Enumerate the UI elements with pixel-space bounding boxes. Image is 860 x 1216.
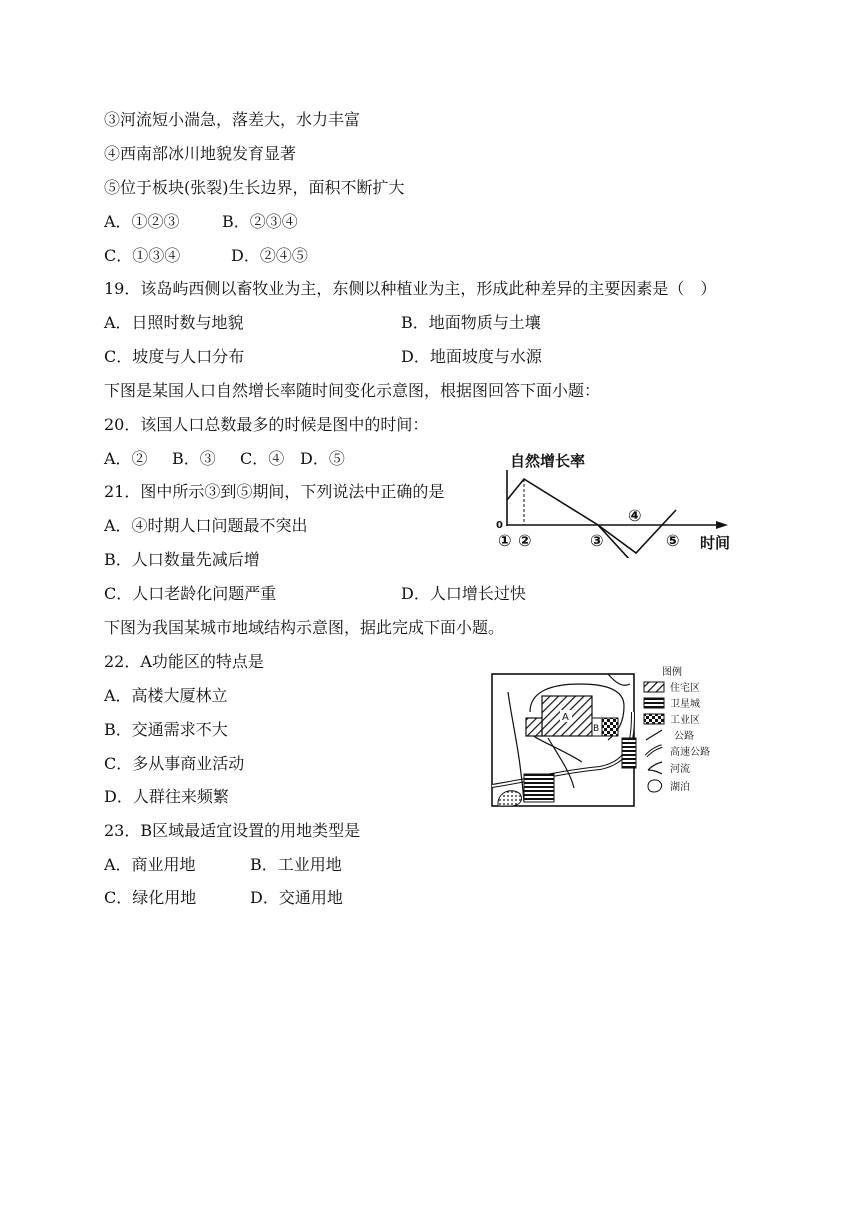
- q18-option-b[interactable]: B．②③④: [222, 212, 298, 231]
- legend-highway: 高速公路: [670, 747, 710, 758]
- q20-option-d[interactable]: D．⑤: [300, 449, 345, 468]
- q21-option-d[interactable]: D．人口增长过快: [401, 584, 526, 603]
- q22-stem: 22．A功能区的特点是: [104, 652, 264, 671]
- legend-road: 公路: [674, 731, 694, 742]
- graph-origin: 0: [496, 520, 503, 531]
- graph-ylabel: 自然增长率: [510, 452, 586, 470]
- legend-swatch-river: [648, 762, 662, 774]
- city-structure-map: [490, 662, 730, 810]
- q18-option-a[interactable]: A．①②③: [104, 212, 180, 231]
- statement-5: ⑤位于板块(张裂)生长边界，面积不断扩大: [104, 178, 405, 197]
- statement-3: ③河流短小湍急，落差大，水力丰富: [104, 110, 361, 129]
- mark-1: ①: [498, 531, 512, 550]
- legend-industrial: 工业区: [670, 715, 700, 726]
- q21-stem: 21．图中所示③到⑤期间，下列说法中正确的是: [104, 482, 445, 501]
- legend-residential: 住宅区: [670, 683, 700, 694]
- q22-option-d[interactable]: D．人群往来频繁: [104, 787, 229, 806]
- legend-swatch-industrial: [644, 714, 664, 724]
- x-axis-arrow: [716, 521, 728, 529]
- q18-option-c[interactable]: C．①③④: [104, 246, 181, 265]
- area-a-label: A: [562, 712, 569, 723]
- area-b-label: B: [593, 724, 600, 734]
- q19-stem: 19．该岛屿西侧以畜牧业为主，东侧以种植业为主，形成此种差异的主要因素是（ ）: [104, 279, 717, 298]
- satellite-town-south: [524, 774, 554, 802]
- q23-option-b[interactable]: B．工业用地: [250, 855, 342, 874]
- q20-stem: 20．该国人口总数最多的时候是图中的时间：: [104, 415, 429, 434]
- q23-option-a[interactable]: A．商业用地: [104, 855, 196, 874]
- map-frame: [492, 674, 634, 806]
- q21-option-a[interactable]: A．④时期人口问题最不突出: [104, 516, 308, 535]
- legend-swatch-road: [646, 730, 662, 740]
- legend-swatch-lake: [648, 780, 662, 792]
- population-growth-graph: [494, 446, 740, 558]
- mark-2: ②: [518, 531, 532, 550]
- industrial-area: [602, 718, 618, 736]
- q19-option-a[interactable]: A．日照时数与地貌: [104, 313, 244, 332]
- q19-option-d[interactable]: D．地面坡度与水源: [401, 347, 542, 366]
- legend-lake: 湖泊: [670, 782, 690, 793]
- q20-option-a[interactable]: A．②: [104, 449, 148, 468]
- q22-option-a[interactable]: A．高楼大厦林立: [104, 686, 228, 705]
- q23-option-d[interactable]: D．交通用地: [250, 888, 343, 907]
- q20-option-c[interactable]: C．④: [240, 449, 285, 468]
- q19-option-b[interactable]: B．地面物质与土壤: [401, 313, 541, 332]
- legend-river: 河流: [670, 764, 690, 775]
- q22-option-c[interactable]: C．多从事商业活动: [104, 754, 245, 773]
- residential-left: [526, 718, 542, 736]
- mark-5: ⑤: [666, 531, 680, 550]
- satellite-town-east: [622, 738, 636, 768]
- q20-option-b[interactable]: B．③: [172, 449, 216, 468]
- q22-option-b[interactable]: B．交通需求不大: [104, 720, 228, 739]
- legend-swatch-satellite: [644, 698, 664, 708]
- legend-swatch-residential: [644, 682, 664, 692]
- q18-option-d[interactable]: D．②④⑤: [231, 246, 308, 265]
- q23-stem: 23．B区域最适宜设置的用地类型是: [104, 821, 361, 840]
- legend-satellite: 卫星城: [670, 699, 700, 710]
- q19-option-c[interactable]: C．坡度与人口分布: [104, 347, 245, 366]
- intro-population: 下图是某国人口自然增长率随时间变化示意图，根据图回答下面小题：: [104, 381, 601, 400]
- statement-4: ④西南部冰川地貌发育显著: [104, 144, 297, 163]
- intro-city: 下图为我国某城市地域结构示意图，据此完成下面小题。: [104, 618, 505, 637]
- q21-option-c[interactable]: C．人口老龄化问题严重: [104, 584, 277, 603]
- mark-3: ③: [590, 531, 604, 550]
- graph-xlabel: 时间: [700, 534, 731, 552]
- legend-title: 图例: [662, 667, 682, 678]
- mark-4: ④: [628, 506, 642, 525]
- q23-option-c[interactable]: C．绿化用地: [104, 888, 197, 907]
- q21-option-b[interactable]: B．人口数量先减后增: [104, 550, 260, 569]
